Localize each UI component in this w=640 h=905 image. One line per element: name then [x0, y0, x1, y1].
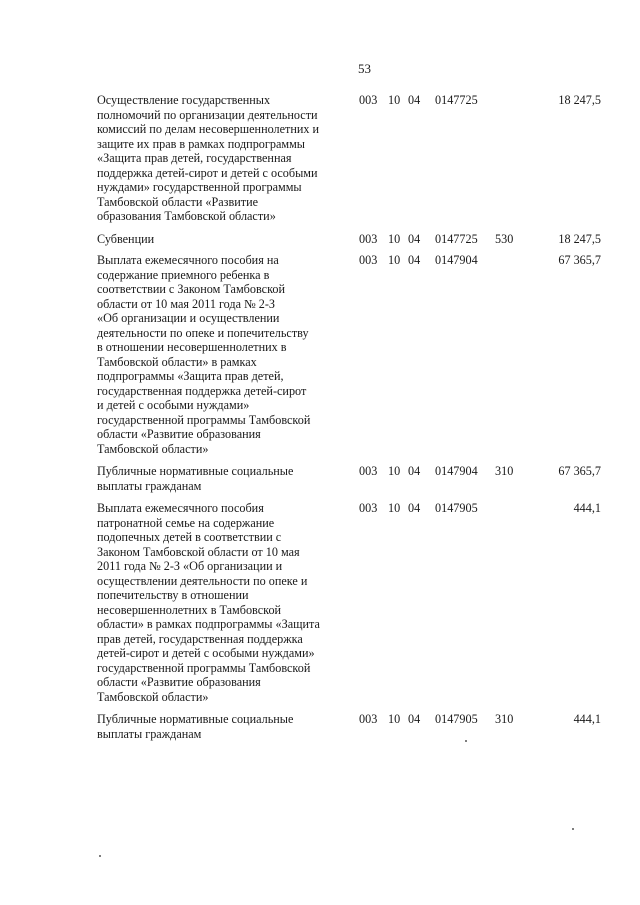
page-number: 53: [358, 61, 371, 76]
row-description: Публичные нормативные социальные выплаты гражданам: [97, 712, 294, 741]
row-subsection-code: 04: [408, 253, 421, 267]
row-section-code: 10: [388, 231, 401, 246]
row-department-code: 003: [359, 93, 378, 107]
row-amount: 444,1: [573, 712, 601, 726]
row-expense-type-code: 310: [495, 464, 514, 478]
row-section-code: 10: [388, 464, 401, 478]
row-section-code: 10: [388, 501, 401, 515]
row-amount: 18 247,5: [558, 93, 601, 107]
table-row: [97, 712, 607, 741]
budget-table: [97, 93, 607, 741]
row-department-code: 003: [359, 231, 378, 246]
row-department-code: 003: [359, 712, 378, 726]
row-target-article-code: 0147725: [435, 93, 478, 107]
row-subsection-code: 04: [408, 464, 421, 478]
scan-speck: [572, 828, 574, 830]
row-section-code: 10: [388, 93, 401, 107]
row-amount: 444,1: [573, 501, 601, 515]
table-row: [97, 232, 607, 247]
row-description: Выплата ежемесячного пособия патронатной семье на содержание подопечных детей в соответствии с Законом Тамбовской области от 10 мая 2011 года № 2-З «Об организации и осуществлении деятельности по опеке и попечительству в отношении несовершеннолетних в Тамбовской области» в рамках подпрограммы «Защита прав детей, государственная поддержка детей-сирот и детей с особыми нуждами» государственной программы Тамбовской области «Развитие образования Тамбовской области»: [97, 501, 320, 704]
row-description: Публичные нормативные социальные выплаты гражданам: [97, 464, 294, 493]
row-subsection-code: 04: [408, 501, 421, 515]
row-amount: 67 365,7: [558, 464, 601, 478]
row-department-code: 003: [359, 501, 378, 515]
table-row: [97, 464, 607, 493]
row-section-code: 10: [388, 712, 401, 726]
row-section-code: 10: [388, 253, 401, 267]
row-description: Выплата ежемесячного пособия на содержание приемного ребенка в соответствии с Законом Тамбовской области от 10 мая 2011 года № 2-З «Об организации и осуществлении деятельности по опеке и попечительству в отношении несовершеннолетних в Тамбовской области» в рамках подпрограммы «Защита прав детей, государственная поддержка детей-сирот и детей с особыми нуждами» государственной программы Тамбовской области «Развитие образования Тамбовской области»: [97, 253, 311, 456]
row-target-article-code: 0147905: [435, 712, 478, 726]
row-amount: 18 247,5: [558, 231, 601, 246]
row-target-article-code: 0147725: [435, 231, 478, 246]
row-subsection-code: 04: [408, 231, 421, 246]
row-department-code: 003: [359, 253, 378, 267]
row-description: Осуществление государственных полномочий по организации деятельности комиссий по делам несовершеннолетних и защите их прав в рамках подпрограммы «Защита прав детей, государственная поддержка детей-сирот и детей с особыми нуждами» государственной программы Тамбовской области «Развитие образования Тамбовской области»: [97, 93, 320, 223]
scan-speck: [465, 740, 467, 742]
row-target-article-code: 0147905: [435, 501, 478, 515]
row-target-article-code: 0147904: [435, 464, 478, 478]
table-row: [97, 93, 607, 224]
row-expense-type-code: 530: [495, 231, 514, 246]
row-amount: 67 365,7: [558, 253, 601, 267]
row-description: Субвенции: [97, 231, 155, 246]
row-expense-type-code: 310: [495, 712, 514, 726]
table-row: [97, 501, 607, 704]
table-row: [97, 253, 607, 456]
scan-speck: [99, 855, 101, 857]
row-subsection-code: 04: [408, 712, 421, 726]
row-subsection-code: 04: [408, 93, 421, 107]
row-department-code: 003: [359, 464, 378, 478]
row-target-article-code: 0147904: [435, 253, 478, 267]
